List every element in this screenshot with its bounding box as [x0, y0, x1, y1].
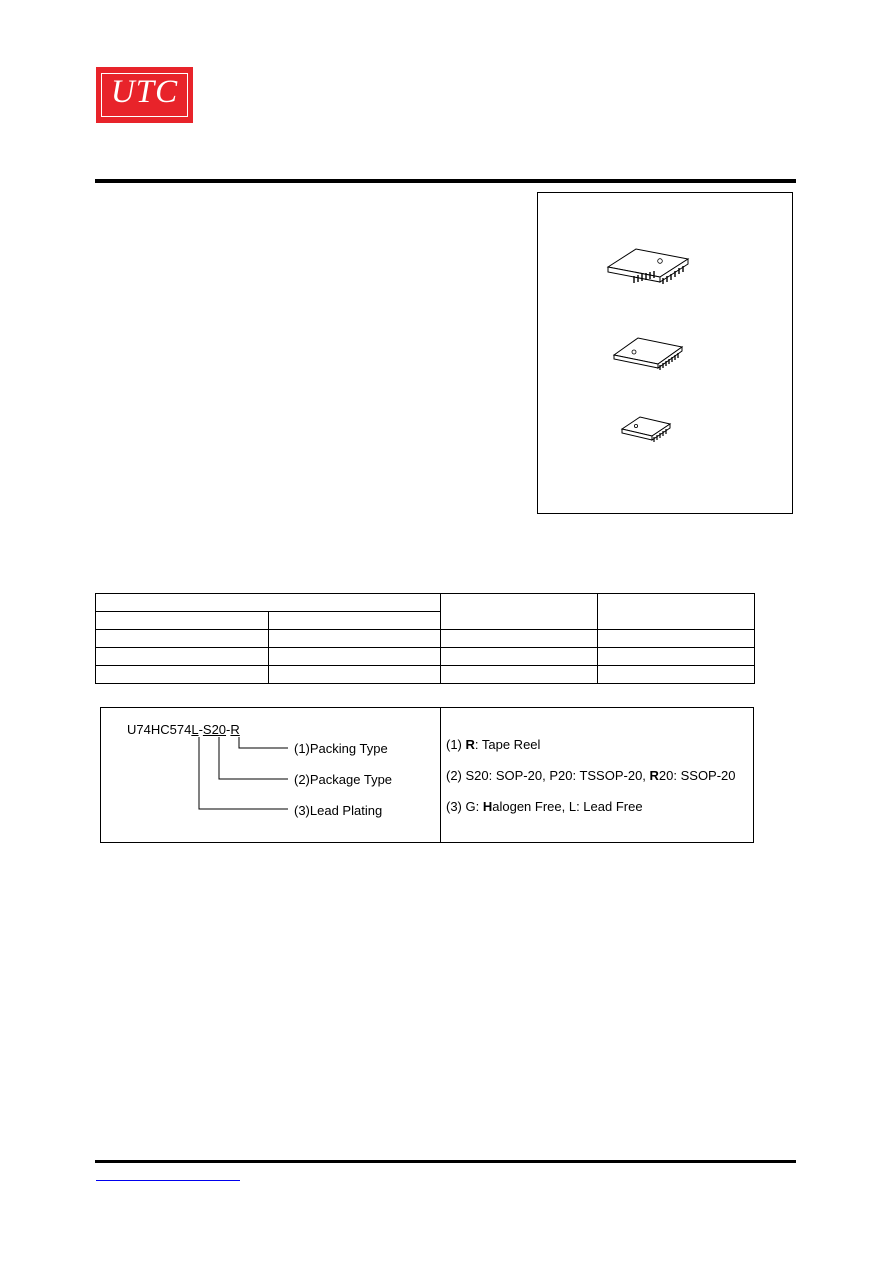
- package-type-label: (2)Package Type: [294, 772, 393, 787]
- table-cell: [269, 648, 441, 666]
- lead-plating-label: (3)Lead Plating: [294, 803, 383, 818]
- packing-type-description: (1) R: Tape Reel: [446, 737, 541, 752]
- footer-link-underline: [96, 1180, 240, 1181]
- table-header-cell: [598, 594, 755, 630]
- package-box: [537, 192, 793, 514]
- table-header-cell: [441, 594, 598, 630]
- table-cell: [96, 666, 269, 684]
- package-type-description: (2) S20: SOP-20, P20: TSSOP-20, R20: SSOP-20: [446, 768, 736, 783]
- table-row: [96, 630, 755, 648]
- table-cell: [598, 648, 755, 666]
- table-cell: [598, 630, 755, 648]
- logo-text: UTC: [110, 74, 179, 110]
- table-cell: [598, 666, 755, 684]
- table-row: [96, 666, 755, 684]
- table-cell: [269, 666, 441, 684]
- packing-type-label: (1)Packing Type: [294, 741, 388, 756]
- table-cell: [441, 648, 598, 666]
- footer-rule: [95, 1160, 796, 1163]
- lead-plating-description: (3) G: Halogen Free, L: Lead Free: [446, 799, 643, 814]
- table-row: [96, 648, 755, 666]
- part-packing-code: R: [230, 722, 240, 737]
- table-cell: [96, 630, 269, 648]
- tssop20-chip-icon: [612, 335, 684, 371]
- part-lead-code: L: [191, 722, 199, 737]
- table-cell: [441, 630, 598, 648]
- ssop20-chip-icon: [620, 415, 672, 443]
- table-header-cell: [269, 612, 441, 630]
- table-header-row: [96, 594, 755, 612]
- table-header-cell: [96, 594, 441, 612]
- table-cell: [96, 648, 269, 666]
- part-package-code: S20: [202, 722, 227, 737]
- header-rule: [95, 179, 796, 183]
- part-separator: -: [226, 722, 231, 737]
- sop20-chip-icon: [606, 245, 690, 287]
- table-cell: [441, 666, 598, 684]
- ordering-table: [95, 593, 755, 684]
- part-number-diagram: [100, 707, 754, 843]
- table-cell: [269, 630, 441, 648]
- diagram-divider: [440, 708, 441, 842]
- part-separator: -: [198, 722, 203, 737]
- part-base: U74HC574: [127, 722, 192, 737]
- table-header-cell: [96, 612, 269, 630]
- utc-logo: [96, 67, 193, 123]
